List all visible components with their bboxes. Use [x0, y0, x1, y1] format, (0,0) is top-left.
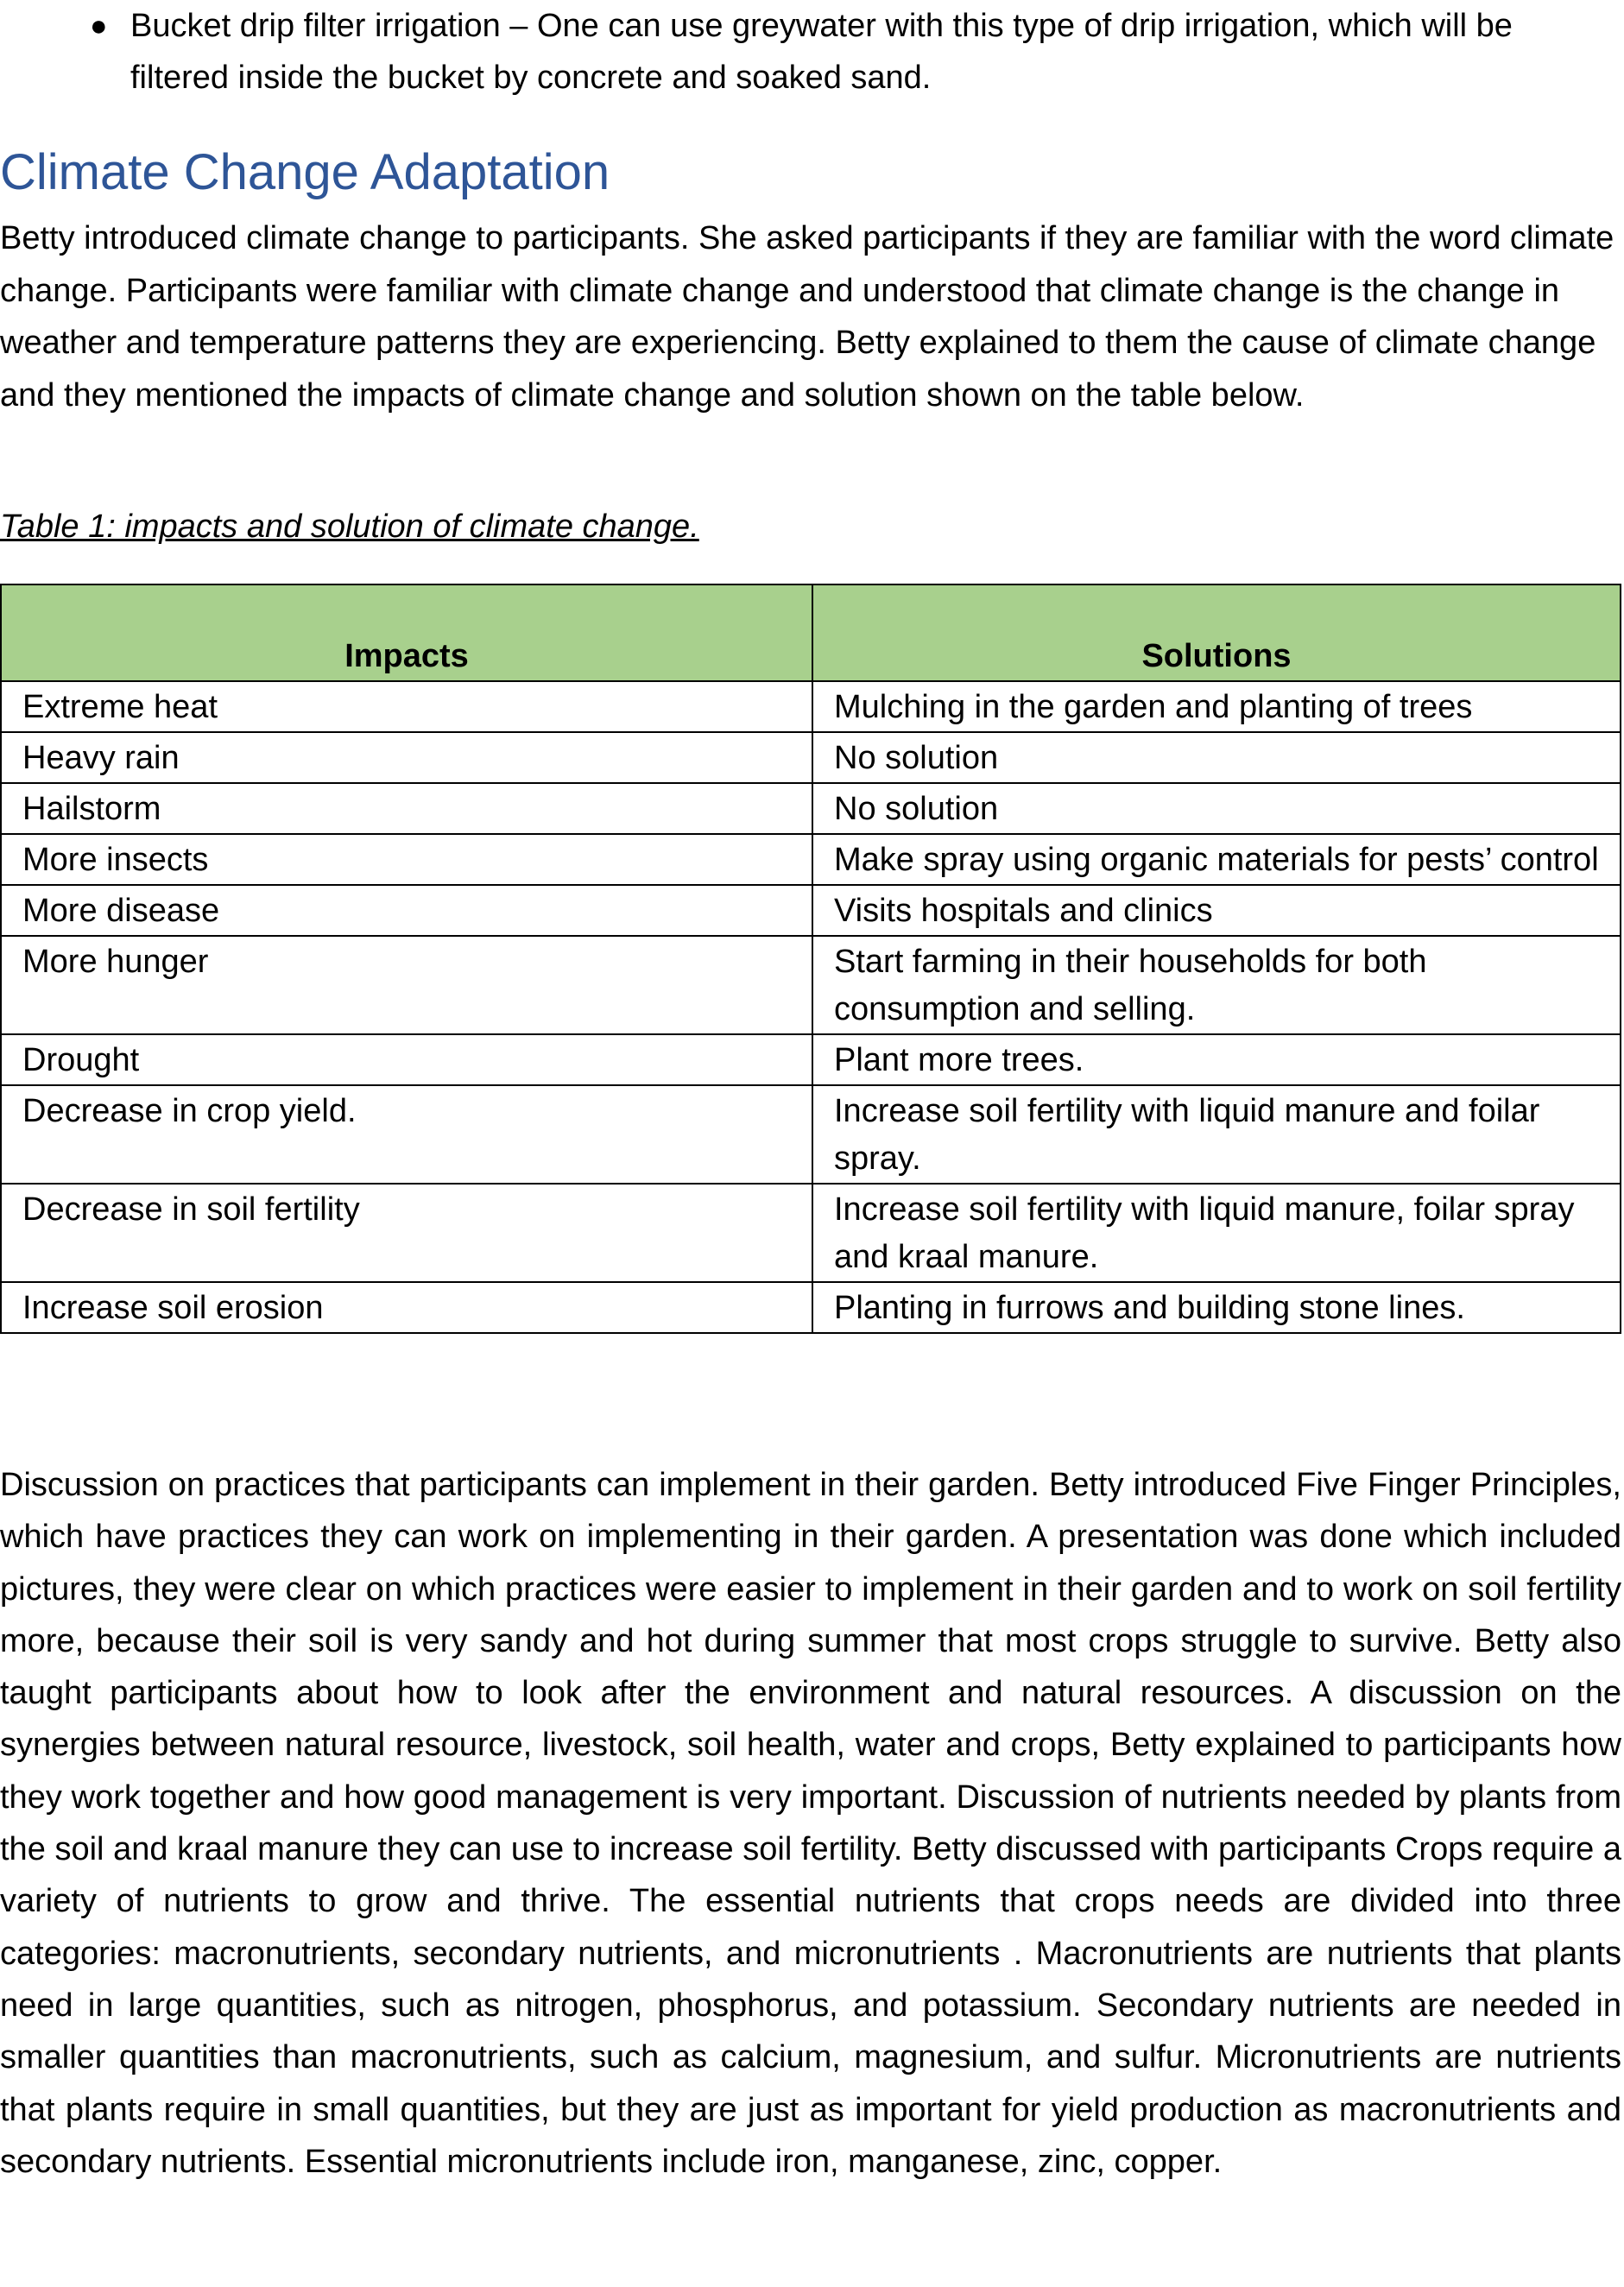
bullet-dot-icon: ● — [90, 9, 108, 42]
table-row — [1, 1184, 1621, 1282]
solution-cell: Mulching in the garden and planting of trees — [812, 681, 1621, 732]
impact-cell: More disease — [1, 885, 812, 936]
table-row — [1, 834, 1621, 885]
table-row — [1, 1085, 1621, 1184]
table-row — [1, 936, 1621, 1034]
solution-cell: Plant more trees. — [812, 1034, 1621, 1085]
solution-cell: Start farming in their households for both consumption and selling. — [812, 936, 1621, 1034]
table-row — [1, 885, 1621, 936]
table-header-row — [1, 584, 1621, 681]
impact-cell: Drought — [1, 1034, 812, 1085]
bullet-list — [0, 0, 1624, 104]
impact-cell: Heavy rain — [1, 732, 812, 783]
table-row — [1, 783, 1621, 834]
solution-cell: Planting in furrows and building stone lines. — [812, 1282, 1621, 1333]
impact-cell: Decrease in soil fertility — [1, 1184, 812, 1282]
solution-cell: Increase soil fertility with liquid manure and foilar spray. — [812, 1085, 1621, 1184]
impact-cell: More insects — [1, 834, 812, 885]
solution-cell: No solution — [812, 732, 1621, 783]
header-solutions: Solutions — [812, 584, 1621, 681]
section-heading: Climate Change Adaptation — [0, 144, 610, 200]
impact-cell: Increase soil erosion — [1, 1282, 812, 1333]
solution-cell: No solution — [812, 783, 1621, 834]
impact-cell: Extreme heat — [1, 681, 812, 732]
table-row — [1, 681, 1621, 732]
solution-cell: Increase soil fertility with liquid manure, foilar spray and kraal manure. — [812, 1184, 1621, 1282]
solution-cell: Make spray using organic materials for pests’ control — [812, 834, 1621, 885]
bullet-text: Bucket drip filter irrigation – One can use greywater with this type of drip irrigation, which will be filtered inside the bucket by concrete and soaked sand. — [130, 8, 1513, 96]
discussion-paragraph: Discussion on practices that participants can implement in their garden. Betty introduced Five Finger Principles, which have practices they can work on implementing in their garden. A presentation was done which included pictures, they were clear on which practices were easier to implement in their garden and to work on soil fertility more, because their soil is very sandy and hot during summer that most crops struggle to survive. Betty also taught participants about how to look after the environment and natural resources. A discussion on the synergies between natural resource, livestock, soil health, water and crops, Betty explained to participants how they work together and how good management is very important. Discussion of nutrients needed by plants from the soil and kraal manure they can use to increase soil fertility. Betty discussed with participants Crops require a variety of nutrients to grow and thrive. The essential nutrients that crops needs are divided into three categories: macronutrients, secondary nutrients, and micronutrients . Macronutrients are nutrients that plants need in large quantities, such as nitrogen, phosphorus, and potassium. Secondary nutrients are needed in smaller quantities than macronutrients, such as calcium, magnesium, and sulfur. Micronutrients are nutrients that plants require in small quantities, but they are just as important for yield production as macronutrients and secondary nutrients. Essential micronutrients include iron, manganese, zinc, copper. — [0, 1467, 1621, 2180]
intro-paragraph: Betty introduced climate change to participants. She asked participants if they are familiar with the word climate change. Participants were familiar with climate change and understood that climate change is the change in weather and temperature patterns they are experiencing. Betty explained to them the cause of climate change and they mentioned the impacts of climate change and solution shown on the table below. — [0, 220, 1615, 414]
header-impacts: Impacts — [1, 584, 812, 681]
table-caption: Table 1: impacts and solution of climate change. — [0, 509, 699, 545]
bullet-item-drip-irrigation — [0, 0, 1624, 104]
impact-cell: Hailstorm — [1, 783, 812, 834]
solution-cell: Visits hospitals and clinics — [812, 885, 1621, 936]
impacts-solutions-table — [0, 584, 1621, 1334]
table-row — [1, 1034, 1621, 1085]
impact-cell: More hunger — [1, 936, 812, 1034]
impact-cell: Decrease in crop yield. — [1, 1085, 812, 1184]
table-row — [1, 1282, 1621, 1333]
table-row — [1, 732, 1621, 783]
